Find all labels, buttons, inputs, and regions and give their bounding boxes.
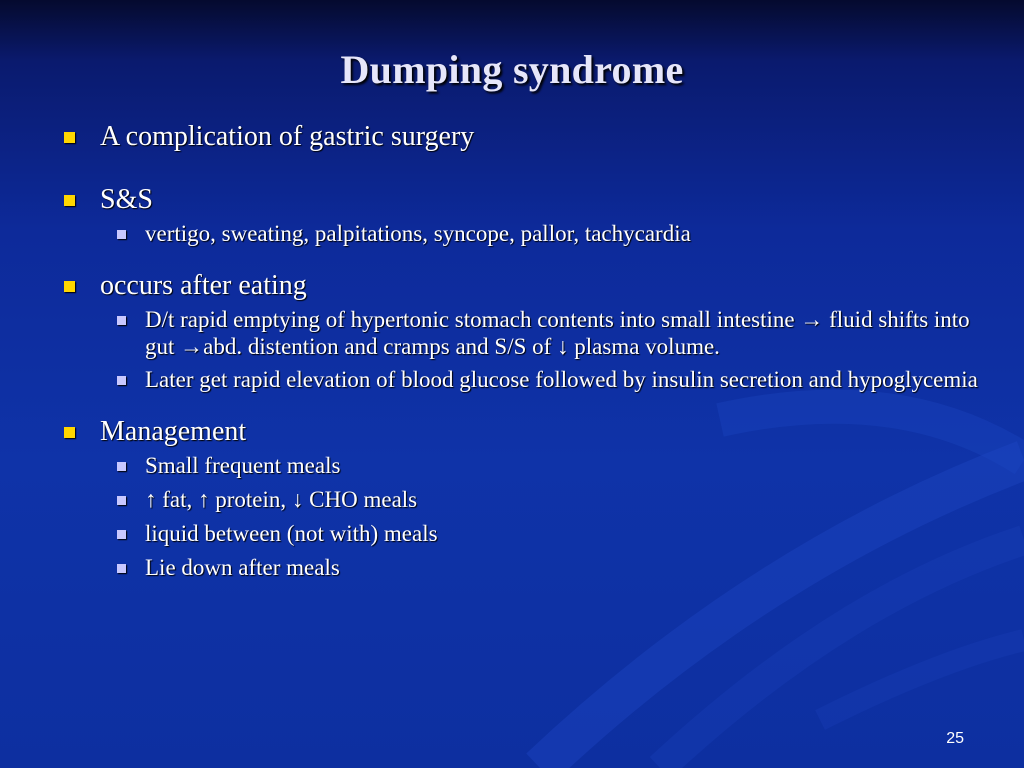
bullet-occurs-after-eating [62,269,982,303]
slide-content [62,120,982,581]
bullet-complication [62,120,982,154]
square-bullet-icon [64,281,75,292]
bullet-text: S&S [100,184,153,215]
sub-bullet-small-meals [115,452,982,479]
bullet-signs-symptoms [62,183,982,217]
sub-bullet-rapid-emptying [115,306,982,360]
bullet-text: occurs after eating [100,270,307,301]
sub-bullet-lie-down [115,554,982,581]
square-bullet-icon [64,427,75,438]
square-bullet-icon [64,132,75,143]
sub-bullet-text: vertigo, sweating, palpitations, syncope, pallor, tachycardia [145,221,691,246]
square-bullet-icon [117,564,126,573]
square-bullet-icon [117,530,126,539]
sub-bullet-text: Lie down after meals [145,555,340,580]
slide-title: Dumping syndrome [340,47,684,92]
sub-bullet-liquid-between-meals [115,520,982,547]
square-bullet-icon [117,376,126,385]
sub-bullet-text: Later get rapid elevation of blood glucose followed by insulin secretion and hypoglycemia [145,367,978,392]
square-bullet-icon [117,496,126,505]
square-bullet-icon [117,230,126,239]
bullet-text: A complication of gastric surgery [100,121,475,152]
square-bullet-icon [117,462,126,471]
square-bullet-icon [64,195,75,206]
sub-bullet-diet-composition [115,486,982,513]
slide-page-number: 25 [946,730,964,747]
square-bullet-icon [117,316,126,325]
bullet-management [62,415,982,449]
sub-bullet-text: D/t rapid emptying of hypertonic stomach contents into small intestine → fluid shifts into gut →abd. distention and cramps and S/S of ↓ plasma volume. [145,307,970,359]
sub-bullet-text: liquid between (not with) meals [145,521,438,546]
sub-bullet-glucose-elevation [115,366,982,393]
bullet-text: Management [100,416,247,447]
sub-bullet-text: ↑ fat, ↑ protein, ↓ CHO meals [145,487,418,512]
sub-bullet-symptoms-list [115,220,982,247]
sub-bullet-text: Small frequent meals [145,453,341,478]
